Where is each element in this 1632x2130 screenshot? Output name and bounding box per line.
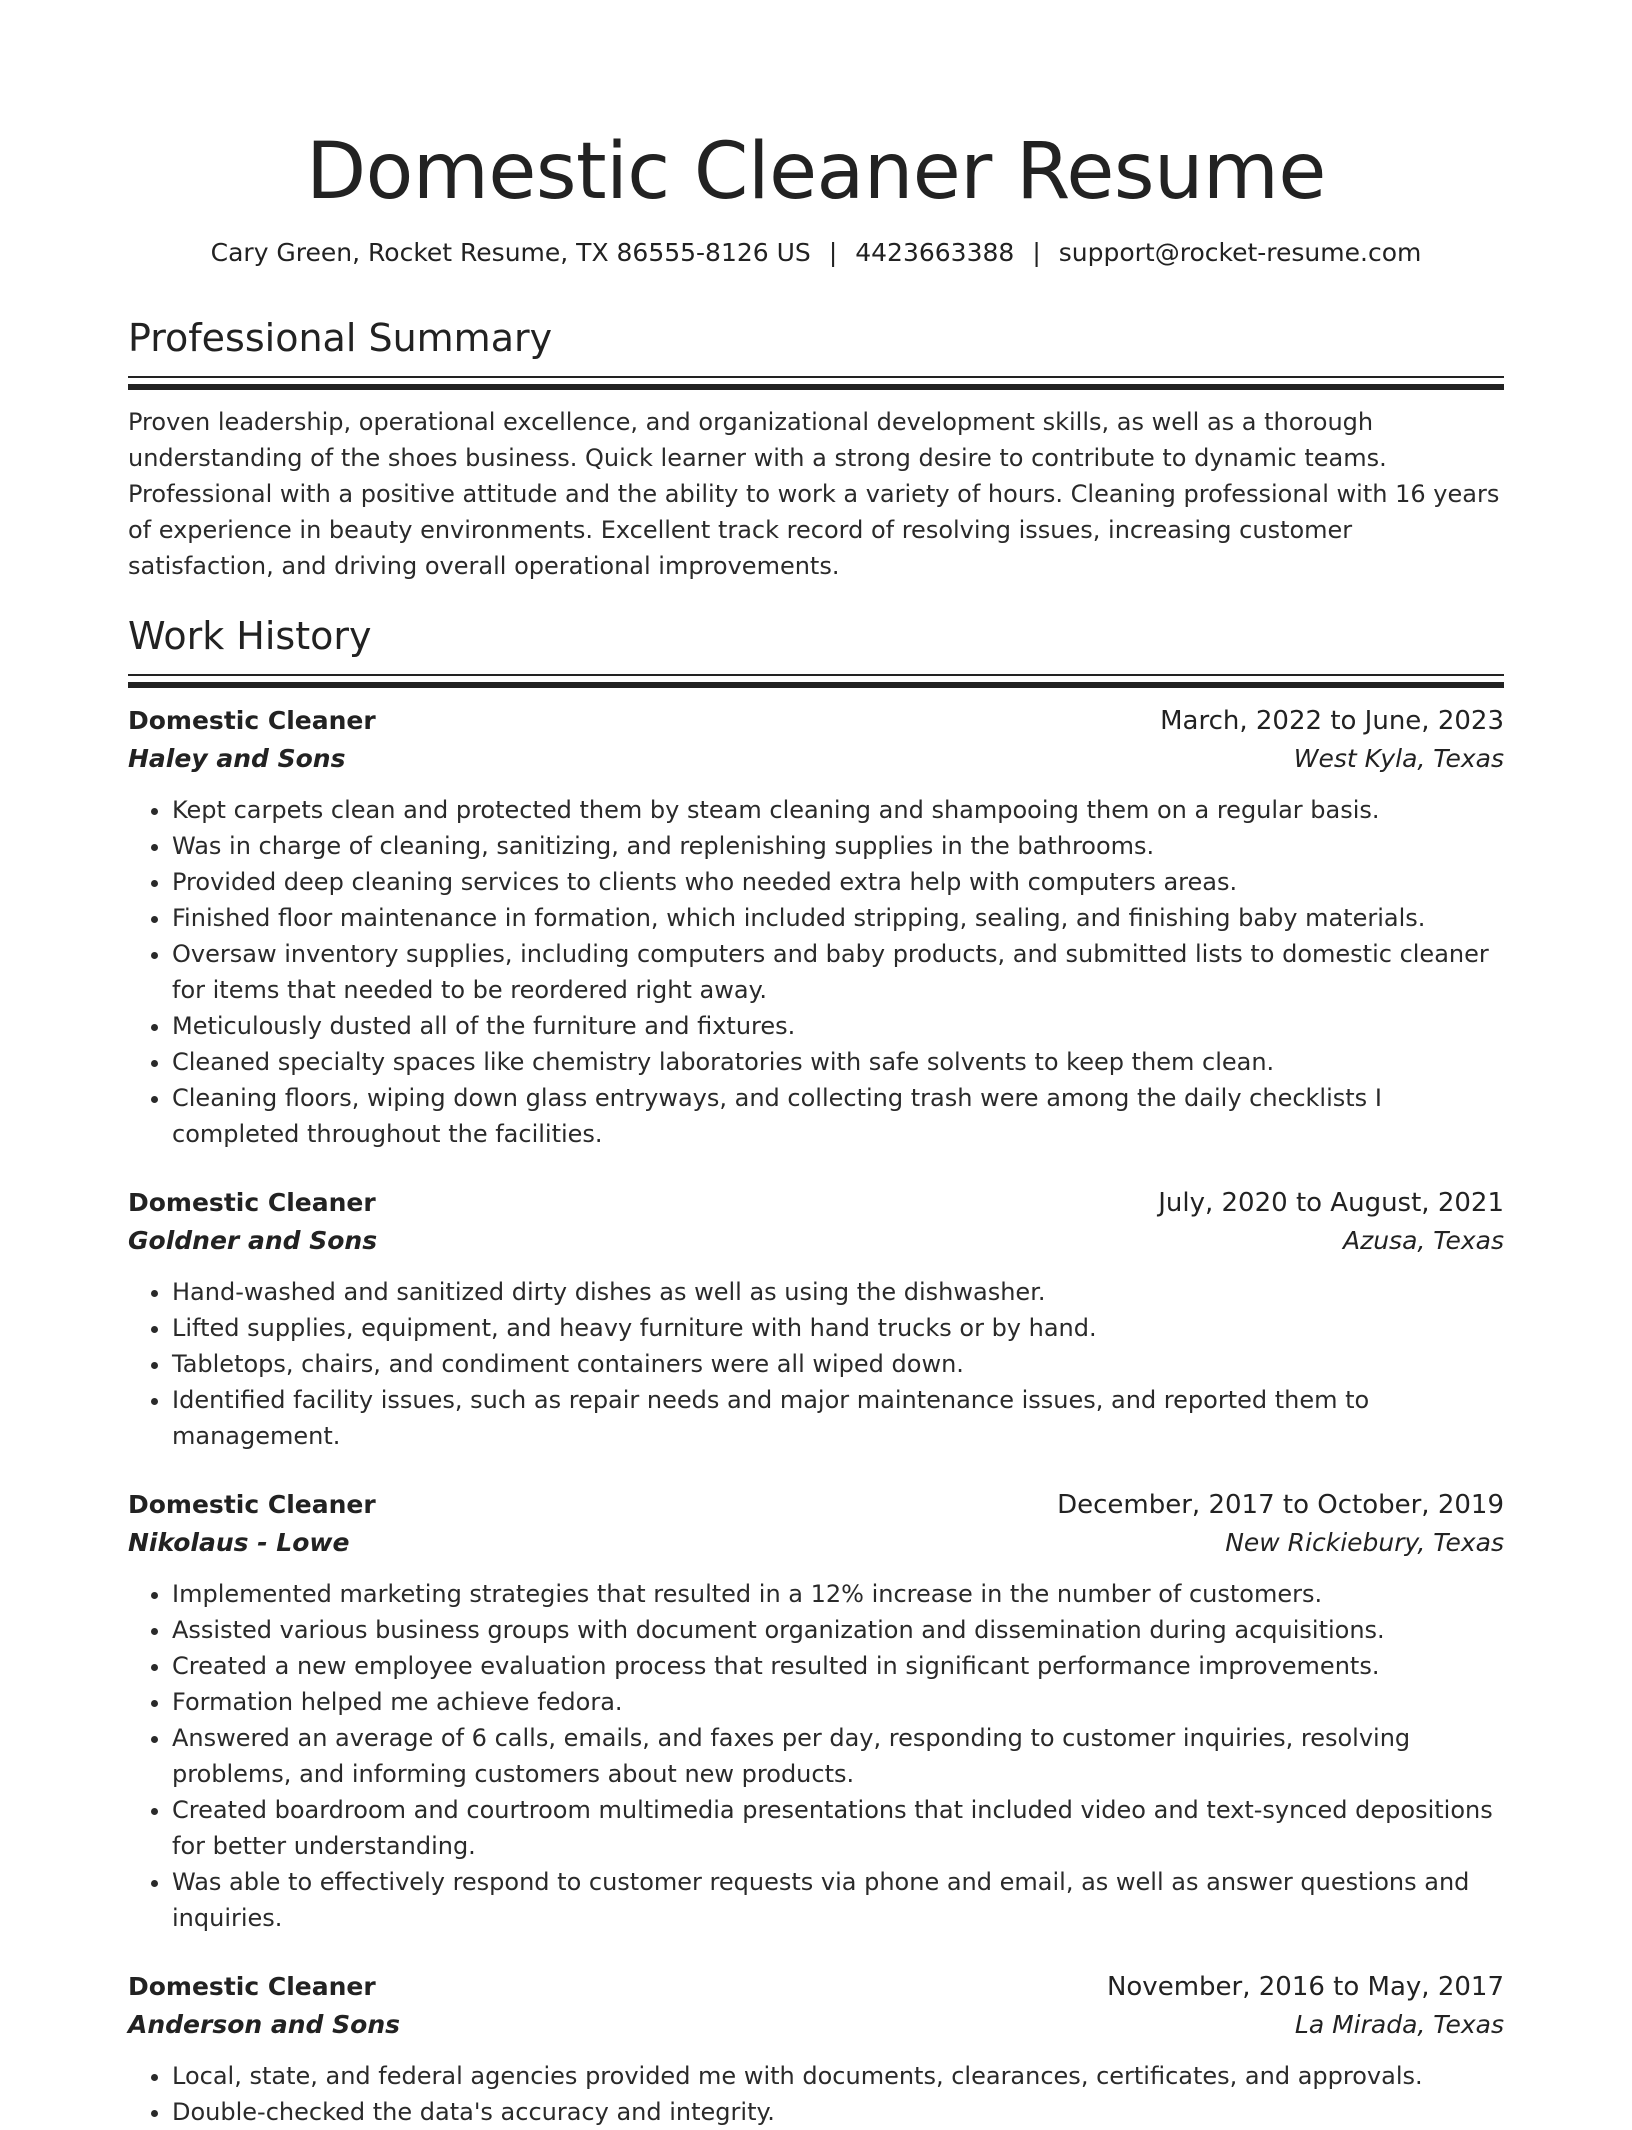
- resume-page: [128, 0, 1504, 2130]
- list-item: • Local, state, and federal agencies provided me with documents, clearances, certificates, and approvals.: [172, 2058, 1504, 2094]
- job-list: [128, 702, 1504, 2130]
- job-entry: [128, 1486, 1504, 1936]
- job-dates: March, 2022 to June, 2023: [1160, 706, 1504, 736]
- job-company: Anderson and Sons: [128, 2010, 401, 2039]
- job-location: La Mirada, Texas: [1294, 2010, 1504, 2039]
- summary-text: Proven leadership, operational excellence, and organizational development skills, as well as a thorough understanding of the shoes business. Quick learner with a strong desire to contribute to dynamic teams. Professional with a positive attitude and the ability to work a variety of hours. Cleaning professional with 16 years of experience in beauty environments. Excellent track record of resolving issues, increasing customer satisfaction, and driving overall operational improvements.: [128, 408, 1500, 580]
- job-dates: December, 2017 to October, 2019: [1057, 1490, 1504, 1520]
- list-item: • Kept carpets clean and protected them by steam cleaning and shampooing them on a regular basis.: [172, 792, 1504, 828]
- job-header-row: [128, 1968, 1504, 2006]
- job-entry: [128, 702, 1504, 1152]
- list-item: • Hand-washed and sanitized dirty dishes as well as using the dishwasher.: [172, 1274, 1504, 1310]
- list-item: • Lifted supplies, equipment, and heavy furniture with hand trucks or by hand.: [172, 1310, 1504, 1346]
- section-divider: [128, 674, 1504, 688]
- contact-line: [128, 236, 1504, 270]
- list-item: • Formation helped me achieve fedora.: [172, 1684, 1504, 1720]
- section-heading-work: Work History: [128, 614, 372, 658]
- job-bullet-list: [128, 1274, 1504, 1454]
- job-header-row: [128, 1184, 1504, 1222]
- job-company-row: [128, 740, 1504, 778]
- job-title: Domestic Cleaner: [128, 1972, 376, 2001]
- job-company: Haley and Sons: [128, 744, 346, 773]
- work-history-section: [128, 612, 1504, 2130]
- job-entry: [128, 1968, 1504, 2130]
- job-location: West Kyla, Texas: [1293, 744, 1504, 773]
- section-divider: [128, 376, 1504, 390]
- job-company: Goldner and Sons: [128, 1226, 378, 1255]
- list-item: • Oversaw inventory supplies, including computers and baby products, and submitted lists to domestic cleaner for items that needed to be reordered right away.: [172, 936, 1504, 1008]
- contact-email: support@rocket-resume.com: [1058, 238, 1422, 267]
- list-item: • Assisted various business groups with document organization and dissemination during acquisitions.: [172, 1612, 1504, 1648]
- job-company-row: [128, 1222, 1504, 1260]
- list-item: • Cleaned specialty spaces like chemistry laboratories with safe solvents to keep them clean.: [172, 1044, 1504, 1080]
- list-item: • Was in charge of cleaning, sanitizing, and replenishing supplies in the bathrooms.: [172, 828, 1504, 864]
- list-item: • Meticulously dusted all of the furniture and fixtures.: [172, 1008, 1504, 1044]
- job-entry: [128, 1184, 1504, 1454]
- list-item: • Identified facility issues, such as repair needs and major maintenance issues, and reported them to management.: [172, 1382, 1504, 1454]
- list-item: • Double-checked the data's accuracy and integrity.: [172, 2094, 1504, 2130]
- list-item: • Was able to effectively respond to customer requests via phone and email, as well as answer questions and inquiries.: [172, 1864, 1504, 1936]
- list-item: • Created boardroom and courtroom multimedia presentations that included video and text-synced depositions for better understanding.: [172, 1792, 1504, 1864]
- resume-title: Domestic Cleaner Resume: [306, 127, 1326, 217]
- job-bullet-list: [128, 792, 1504, 1152]
- job-company-row: [128, 1524, 1504, 1562]
- job-dates: July, 2020 to August, 2021: [1158, 1188, 1504, 1218]
- job-title: Domestic Cleaner: [128, 1490, 376, 1519]
- list-item: • Cleaning floors, wiping down glass entryways, and collecting trash were among the daily checklists I completed throughout the facilities.: [172, 1080, 1504, 1152]
- list-item: • Tabletops, chairs, and condiment containers were all wiped down.: [172, 1346, 1504, 1382]
- job-title: Domestic Cleaner: [128, 706, 376, 735]
- list-item: • Created a new employee evaluation process that resulted in significant performance improvements.: [172, 1648, 1504, 1684]
- job-bullet-list: [128, 2058, 1504, 2130]
- job-bullet-list: [128, 1576, 1504, 1936]
- job-dates: November, 2016 to May, 2017: [1106, 1972, 1504, 2002]
- contact-phone: 4423663388: [855, 238, 1015, 267]
- job-company-row: [128, 2006, 1504, 2044]
- contact-separator: |: [828, 238, 838, 267]
- contact-address: Cary Green, Rocket Resume, TX 86555-8126 US: [210, 238, 811, 267]
- contact-separator: |: [1032, 238, 1041, 267]
- job-location: New Rickiebury, Texas: [1225, 1528, 1504, 1557]
- list-item: • Answered an average of 6 calls, emails, and faxes per day, responding to customer inquiries, resolving problems, and informing customers about new products.: [172, 1720, 1504, 1792]
- job-title: Domestic Cleaner: [128, 1188, 376, 1217]
- list-item: • Implemented marketing strategies that resulted in a 12% increase in the number of customers.: [172, 1576, 1504, 1612]
- section-heading-summary: Professional Summary: [128, 316, 553, 360]
- job-company: Nikolaus - Lowe: [128, 1528, 350, 1557]
- job-header-row: [128, 702, 1504, 740]
- professional-summary-section: [128, 314, 1504, 584]
- list-item: • Provided deep cleaning services to clients who needed extra help with computers areas.: [172, 864, 1504, 900]
- job-location: Azusa, Texas: [1342, 1226, 1504, 1255]
- job-header-row: [128, 1486, 1504, 1524]
- list-item: • Finished floor maintenance in formation, which included stripping, sealing, and finishing baby materials.: [172, 900, 1504, 936]
